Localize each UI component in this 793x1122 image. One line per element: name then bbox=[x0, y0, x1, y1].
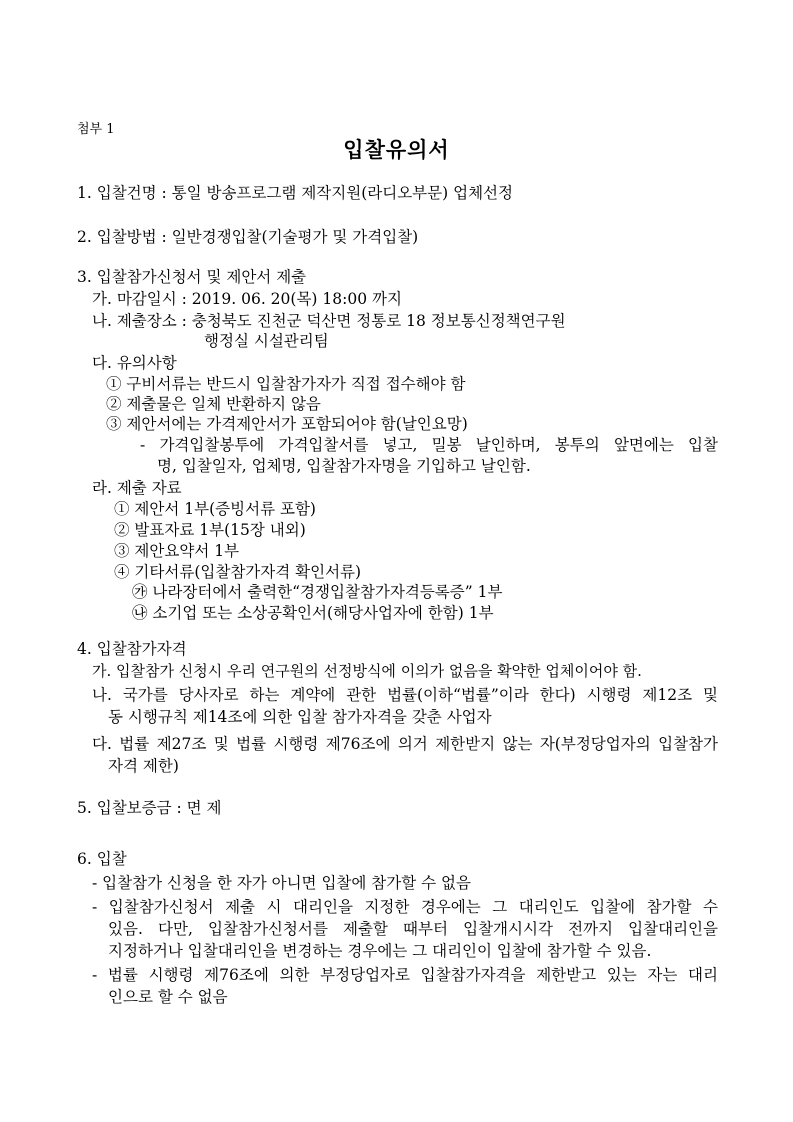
section-3-notes-heading: 다. 유의사항 bbox=[92, 354, 177, 372]
section-1-bid-name: 1. 입찰건명 : 통일 방송프로그램 제작지원(라디오부문) 업체선정 bbox=[77, 184, 513, 202]
section-3-material-4-b: ㉯ 소기업 또는 소상공확인서(해당사업자에 한함) 1부 bbox=[132, 604, 494, 622]
section-6-bullet-1: - 입찰참가 신청을 한 자가 아니면 입찰에 참가할 수 없음 bbox=[92, 874, 471, 892]
section-6-bullet-3-cont: 인으로 할 수 없음 bbox=[108, 988, 228, 1006]
section-3-note-3: ③ 제안서에는 가격제안서가 포함되어야 함(날인요망) bbox=[106, 415, 468, 433]
section-3-location: 나. 제출장소 : 충청북도 진천군 덕산면 정통로 18 정보통신정책연구원 bbox=[92, 312, 566, 330]
section-6-bullet-2-cont: 있음. 다만, 입찰참가신청서를 제출할 때부터 입찰개시시각 전까지 입찰대리인을 bbox=[108, 920, 718, 938]
section-4-item-da: 다. 법률 제27조 및 법률 시행령 제76조에 의거 제한받지 않는 자(부정당업자의 입찰참가 bbox=[92, 735, 718, 753]
section-3-material-1: ① 제안서 1부(증빙서류 포함) bbox=[114, 500, 316, 518]
section-3-material-2: ② 발표자료 1부(15장 내외) bbox=[114, 521, 306, 539]
section-6-bullet-3: - 법률 시행령 제76조에 의한 부정당업자로 입찰참가자격을 제한받고 있는 자는 대리 bbox=[92, 966, 718, 984]
section-4-item-da-cont: 자격 제한) bbox=[108, 757, 179, 775]
section-4-item-na: 나. 국가를 당사자로 하는 계약에 관한 법률(이하“법률”이라 한다) 시행령 제12조 및 bbox=[92, 686, 718, 704]
section-3-material-4: ④ 기타서류(입찰참가자격 확인서류) bbox=[114, 563, 362, 581]
section-3-note-1: ① 구비서류는 반드시 입찰참가자가 직접 접수해야 함 bbox=[106, 375, 466, 393]
section-6-heading: 6. 입찰 bbox=[77, 850, 127, 868]
section-3-location-cont: 행정실 시설관리팀 bbox=[204, 332, 329, 350]
section-3-materials-heading: 라. 제출 자료 bbox=[92, 479, 182, 497]
section-4-item-ga: 가. 입찰참가 신청시 우리 연구원의 선정방식에 이의가 없음을 확약한 업체이어야 함. bbox=[92, 662, 642, 680]
section-3-note-3-sub: - 가격입찰봉투에 가격입찰서를 넣고, 밀봉 날인하며, 봉투의 앞면에는 입찰 bbox=[140, 436, 718, 454]
section-5-bid-bond: 5. 입찰보증금 : 면 제 bbox=[77, 799, 222, 817]
section-6-bullet-2: - 입찰참가신청서 제출 시 대리인을 지정한 경우에는 그 대리인도 입찰에 참가할 수 bbox=[92, 898, 718, 916]
attachment-label: 첨부 1 bbox=[77, 122, 115, 137]
section-3-material-4-a: ㉮ 나라장터에서 출력한“경쟁입찰참가자격등록증” 1부 bbox=[132, 583, 503, 601]
section-3-heading: 3. 입찰참가신청서 및 제안서 제출 bbox=[77, 268, 307, 286]
section-3-note-3-sub-cont: 명, 입찰일자, 업체명, 입찰참가자명을 기입하고 날인함. bbox=[157, 457, 531, 475]
section-4-heading: 4. 입찰참가자격 bbox=[77, 640, 187, 658]
section-3-note-2: ② 제출물은 일체 반환하지 않음 bbox=[106, 395, 321, 413]
section-6-bullet-2-cont-2: 지정하거나 입찰대리인을 변경하는 경우에는 그 대리인이 입찰에 참가할 수 있음. bbox=[108, 942, 652, 960]
section-4-item-na-cont: 동 시행규칙 제14조에 의한 입찰 참가자격을 갖춘 사업자 bbox=[108, 708, 492, 726]
section-3-material-3: ③ 제안요약서 1부 bbox=[114, 542, 240, 560]
document-title: 입찰유의서 bbox=[343, 137, 450, 162]
section-3-deadline: 가. 마감일시 : 2019. 06. 20(목) 18:00 까지 bbox=[92, 290, 402, 308]
section-2-bid-method: 2. 입찰방법 : 일반경쟁입찰(기술평가 및 가격입찰) bbox=[77, 228, 419, 246]
